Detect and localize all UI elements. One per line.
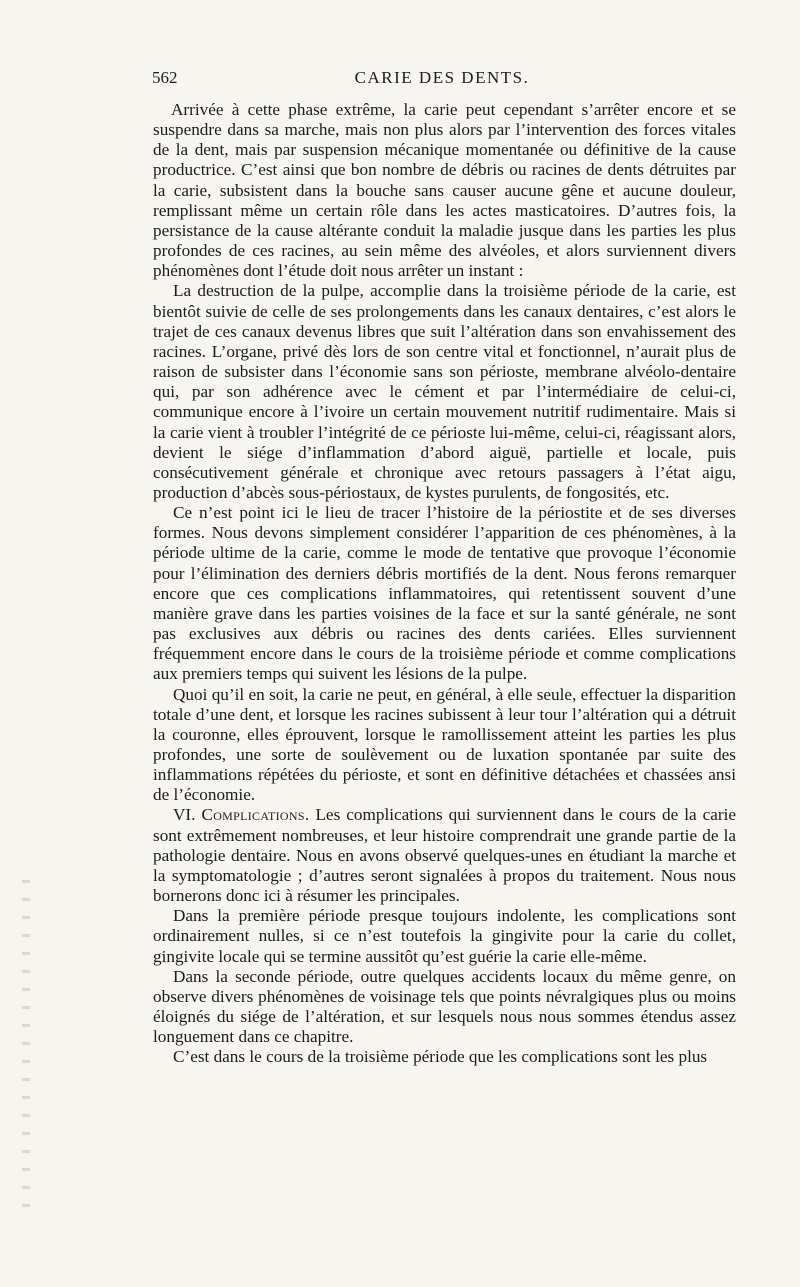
paragraph: Quoi qu’il en soit, la carie ne peut, en général, à elle seule, effectuer la disparition totale d’une dent, et lorsque les racines subissent à leur tour l’altération qui a détruit la couronne, elles éprouvent, lorsque le ramollissement atteint les parties les plus profondes, une sorte de soulèvement ou de luxation spontanée par suite des inflammations répétées du périoste, et sont en définitive détachées et chassées ansi de l’économie. xyxy=(153,684,736,805)
section-paragraph xyxy=(153,805,736,906)
section-text: Les complications qui surviennent dans le cours de la carie sont extrêmement nombreuses, et leur histoire comprendrait une grande partie de la pathologie dentaire. Nous en avons observé quelques-unes en étudiant la marche et la symptomatologie ; d’autres seront signalées à propos du traitement. Nous nous bornerons donc ici à résumer les principales. xyxy=(153,805,737,906)
paragraph: Dans la seconde période, outre quelques accidents locaux du même genre, on observe divers phénomènes de voisinage tels que points névralgiques plus ou moins éloignés du siége de l’altération, et sur lesquels nous nous sommes étendus assez longuement dans ce chapitre. xyxy=(153,966,736,1047)
margin-scan-marks xyxy=(22,880,30,1210)
paragraph: Arrivée à cette phase extrême, la carie peut cependant s’arrêter encore et se suspendre dans sa marche, mais non plus alors par l’intervention des forces vitales de la dent, mais par suspension mécanique momentanée ou définitive de la cause productrice. C’est ainsi que bon nombre de débris ou racines de dents détruites par la carie, subsistent dans la bouche sans causer aucune gêne et aucune douleur, remplissant même un certain rôle dans les actes masticatoires. D’autres fois, la persistance de la cause altérante conduit la maladie jusque dans les parties les plus profondes de ces racines, au sein même des alvéoles, et alors surviennent divers phénomènes dont l’étude doit nous arrêter un instant : xyxy=(153,100,736,281)
running-title: CARIE DES DENTS. xyxy=(354,68,530,87)
section-number: VI. xyxy=(173,805,196,825)
paragraph: Ce n’est point ici le lieu de tracer l’histoire de la périostite et de ses diverses formes. Nous devons simplement considérer l’apparition de ces phénomènes, à la période ultime de la carie, comme le mode de tentative que provoque l’économie pour l’élimination des derniers débris mortifiés de la dent. Nous ferons remarquer encore que ces complications inflammatoires, qui retentissent souvent d’une manière grave dans les parties voisines de la face et sur la santé générale, ne sont pas exclusives aux débris ou racines des dents cariées. Elles surviennent fréquemment encore dans le cours de la troisième période et comme complications aux premiers temps qui suivent les lésions de la pulpe. xyxy=(153,503,736,684)
section-heading: Complications. xyxy=(201,805,310,825)
paragraph: La destruction de la pulpe, accomplie dans la troisième période de la carie, est bientôt suivie de celle de ses prolongements dans les canaux dentaires, c’est alors le trajet de ces canaux devenus libres que suit l’altération dans son envahissement des racines. L’organe, privé dès lors de son centre vital et fonctionnel, n’aurait plus de raison de subsister dans l’économie sans son périoste, membrane alvéolo-dentaire qui, par son adhérence avec le cément et par l’intermédiaire de celui-ci, communique encore à l’ivoire un certain mouvement nutritif rudimentaire. Mais si la carie vient à troubler l’intégrité de ce périoste lui-même, celui-ci, réagissant alors, devient le siége d’inflammation d’abord aiguë, partielle et locale, puis consécutivement générale et chronique avec retours passagers à l’état aigu, production d’abcès sous-périostaux, de kystes purulents, de fongosités, etc. xyxy=(153,281,736,502)
page-number: 562 xyxy=(152,68,178,87)
paragraph: Dans la première période presque toujours indolente, les complications sont ordinairement nulles, si ce n’est toutefois la gingivite pour la carie du collet, gingivite locale qui se termine aussitôt qu’est guérie la carie elle-même. xyxy=(153,906,736,966)
paragraph: C’est dans le cours de la troisième période que les complications sont les plus xyxy=(173,1047,708,1067)
page-body xyxy=(153,100,736,1068)
page-header xyxy=(152,68,732,92)
